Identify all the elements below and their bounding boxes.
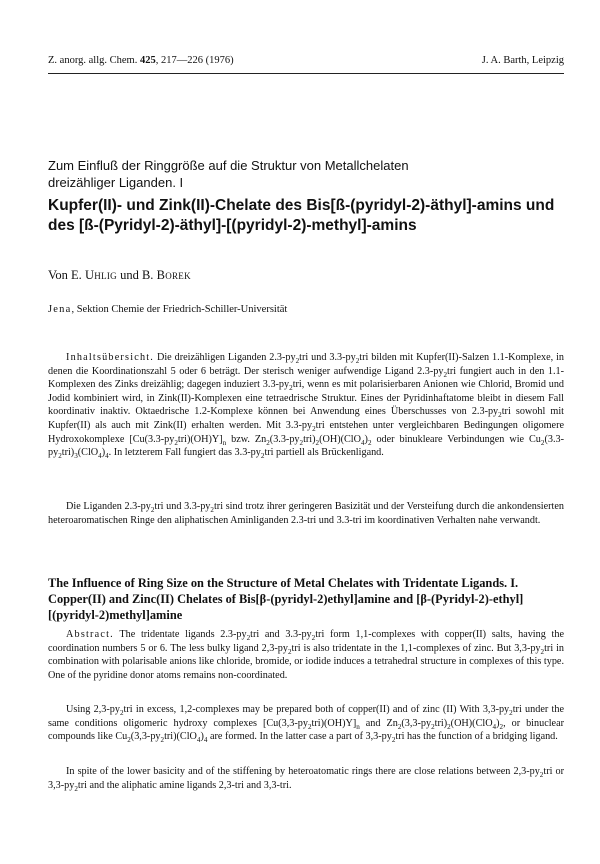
abstract-label: Inhaltsübersicht. <box>66 352 155 363</box>
abstract-german-p2: Die Liganden $2.3-py_2tri$ und $3.3-py_2tri$ sind trotz ihrer geringeren Basizität und der Versteifung durch die ankondensierten heteroaromatischen Ringe den aliphatischen Aminliganden 2.3-tri und 3.3-tri im koordinativen Verhalten nahe verwandt. <box>48 501 564 526</box>
abstract-english-p2: Using $2,3-py_2tri$ in excess, 1,2-complexes may be prepared both of copper(II) and of zinc (II) With $3,3-py_2tri$ under the same conditions oligomeric hydroxy complexes $[Cu(3,3-py_2tri)(OH)Y]_n$ and $Zn_2(3,3-py_2tri)_2(OH)(ClO_4)_2$, or binuclear compounds like $Cu_2(3,3-py_2tri)(ClO_4)_4$ are formed. In the latter case a part of $3,3-py_2tri$ has the function of a bridging ligand. <box>48 704 564 745</box>
english-title: The Influence of Ring Size on the Structure of Metal Chelates with Tridentate Ligands. I. Copper(II) and Zinc(II) Chelates of Bis[β-(pyridyl-2)ethyl]amine and [β-(Pyridyl-2)-ethyl][(pyridyl-2)methyl]amine <box>48 576 524 622</box>
abstract-english-p1: Abstract. The tridentate ligands $2.3-py_2tri$ and $3.3-py_2tri$ form 1,1-complexes with copper(II) salts, having the coordination numbers 5 or 6. The less bulky ligand $2,3-py_2tri$ is also tridentate in the 1,1-complexes of zinc. But $3,3-py_2tri$ in combination with polarisable anions like chloride, bromide, or iodide induces a tetrahedral structure in complexes of this type. One of the pyridine donor atoms remains non-coordinated. <box>48 629 564 681</box>
author-borek: Borek <box>156 268 191 282</box>
series-subtitle: Zum Einfluß der Ringgröße auf die Struktur von Metallchelaten dreizähliger Liganden. I <box>48 158 409 190</box>
author-uhlig: Uhlig <box>84 268 117 282</box>
authors: Von E. Uhlig und B. Borek <box>48 268 191 282</box>
citation: Z. anorg. allg. Chem. 425, 217—226 (1976) <box>48 55 234 66</box>
affiliation: Jena, Sektion Chemie der Friedrich-Schiller-Universität <box>48 304 288 315</box>
german-title: Kupfer(II)- und Zink(II)-Chelate des Bis[ß-(pyridyl-2)-äthyl]-amins und des [ß-(Pyridyl-2)-äthyl]-[(pyridyl-2)-methyl]-amins <box>48 197 555 234</box>
journal-header <box>48 55 564 69</box>
abstract-german-p1: Inhaltsübersicht. Die dreizähligen Liganden $2.3-py_2tri$ und $3.3-py_2tri$ bilden mit Kupfer(II)-Salzen 1.1-Komplexe, in denen die Koordinationszahl 5 oder 6 beträgt. Der sterisch weniger aufwendige Ligand $2.3-py_2tri$ fungiert auch in den 1.1-Komplexen des Zinks dreizählig; dagegen induziert $3.3-py_2tri$, wenn es mit polarisierbaren Anionen wie Chlorid, Bromid und Jodid kombiniert wird, in Zink(II)-Komplexen eine tetraedrische Struktur. Eines der Pyridinhaftatome bleibt in diesem Fall koordinativ inaktiv. Oktaedrische 1.2-Komplexe können bei Anwendung eines Überschusses von $2.3-py_2tri$ sowohl mit Kupfer(II) als auch mit Zink(II) erhalten werden. Mit $3.3-py_2tri$ entstehen unter vergleichbaren Bedingungen oligomere Hydroxokomplexe $[Cu(3.3-py_2tri)(OH)Y]_n$ bzw. $Zn_2(3.3-py_2tri)_2(OH)(ClO_4)_2$ oder binukleare Verbindungen wie $Cu_2(3.3-py_2tri)_3(ClO_4)_4$. In letzterem Fall fungiert das $3.3-py_2tri$ partiell als Brückenligand. <box>48 352 565 461</box>
publisher: J. A. Barth, Leipzig <box>481 55 564 66</box>
header-rule <box>48 73 564 74</box>
abstract-english-p3: In spite of the lower basicity and of the stiffening by heteroatomatic rings there are close relations between $2,3-py_2tri$ or $3,3-py_2tri$ and the aliphatic amine ligands 2,3-tri and 3,3-tri. <box>48 766 564 793</box>
volume: 425 <box>139 55 156 66</box>
abstract-en-label: Abstract. <box>66 629 114 640</box>
